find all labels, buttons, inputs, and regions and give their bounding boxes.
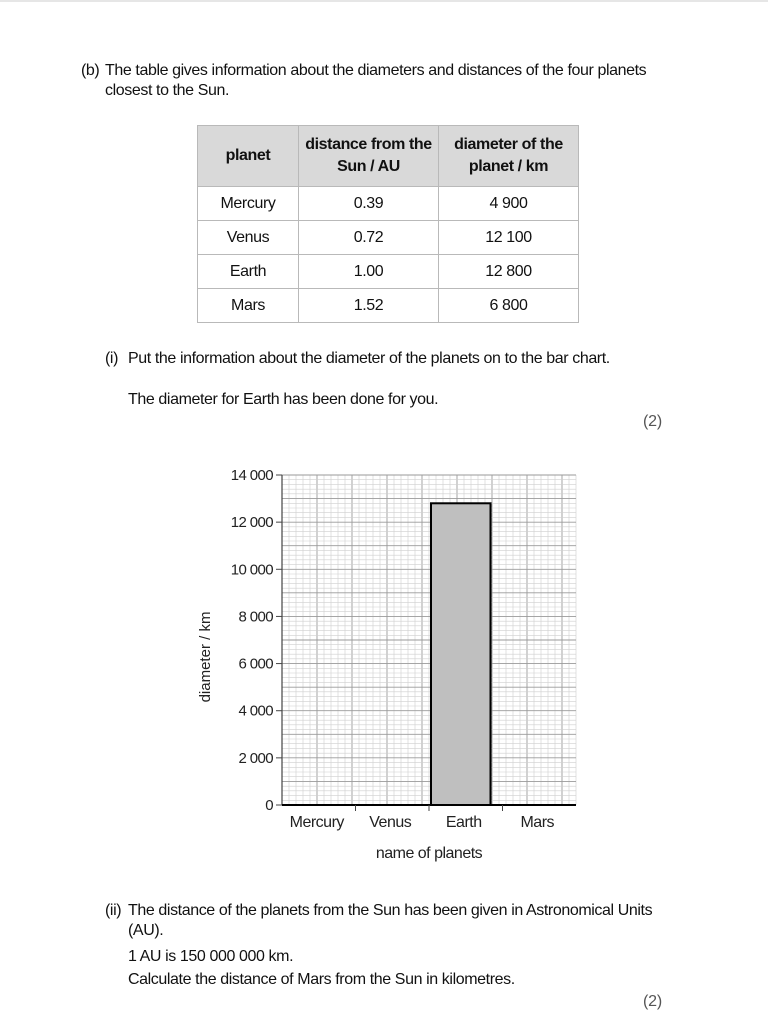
header-distance-line1: distance from the [305,136,432,153]
header-distance-line2: Sun / AU [337,158,400,175]
part-i-note: The diameter for Earth has been done for you. [128,391,439,408]
y-tick-label: 10 000 [230,561,273,579]
table-row [198,289,579,323]
header-planet-text: planet [225,147,271,164]
part-ii-label: (ii) [105,902,122,919]
part-ii-marks: (2) [643,993,662,1010]
y-tick-label: 12 000 [230,514,273,532]
table-header-row [198,126,579,187]
table-row [198,221,579,255]
cell-distance: 0.39 [299,187,439,221]
x-tick-label: Mercury [289,814,344,831]
y-tick-label: 4 000 [238,702,273,720]
x-tick-label: Earth [445,814,482,831]
x-tick-label: Mars [520,814,555,831]
cell-diameter: 12 800 [439,255,579,289]
header-planet [198,126,299,187]
part-i-label: (i) [105,350,119,367]
cell-planet: Mars [198,289,299,323]
y-tick-label: 2 000 [238,749,273,767]
header-diameter-line2: planet / km [468,158,549,175]
cell-distance: 1.00 [299,255,439,289]
y-tick-label: 14 000 [230,467,273,484]
table-row [198,187,579,221]
part-ii-line4: Calculate the distance of Mars from the Sun in kilometres. [128,971,515,988]
cell-planet: Earth [198,255,299,289]
cell-planet: Venus [198,221,299,255]
part-ii-line1: The distance of the planets from the Sun has been given in Astronomical Units [128,902,653,919]
x-tick-label: Venus [369,814,412,831]
x-axis-title: name of planets [375,845,483,862]
table-row [198,255,579,289]
cell-diameter: 12 100 [439,221,579,255]
header-diameter [439,126,579,187]
y-axis-title: diameter / km [197,611,214,703]
cell-diameter: 4 900 [439,187,579,221]
planet-info-table [197,125,579,323]
header-distance [299,126,439,187]
y-tick-label: 6 000 [238,655,273,673]
part-ii-line2: (AU). [128,922,164,939]
cell-distance: 1.52 [299,289,439,323]
cell-distance: 0.72 [299,221,439,255]
diameter-bar-chart [180,455,600,875]
part-b-text-line2: closest to the Sun. [105,82,230,99]
bar-earth [431,503,491,805]
y-tick-label: 0 [265,797,273,814]
part-i-marks: (2) [643,413,662,430]
header-diameter-line1: diameter of the [454,136,563,153]
part-b-text-line1: The table gives information about the diameters and distances of the four planets [105,62,647,79]
cell-planet: Mercury [198,187,299,221]
part-i-instruction: Put the information about the diameter of the planets on to the bar chart. [128,350,610,367]
part-ii-line3: 1 AU is 150 000 000 km. [128,948,294,965]
page-top-border [0,0,768,2]
part-b-label: (b) [81,62,100,79]
y-tick-label: 8 000 [238,608,273,626]
cell-diameter: 6 800 [439,289,579,323]
